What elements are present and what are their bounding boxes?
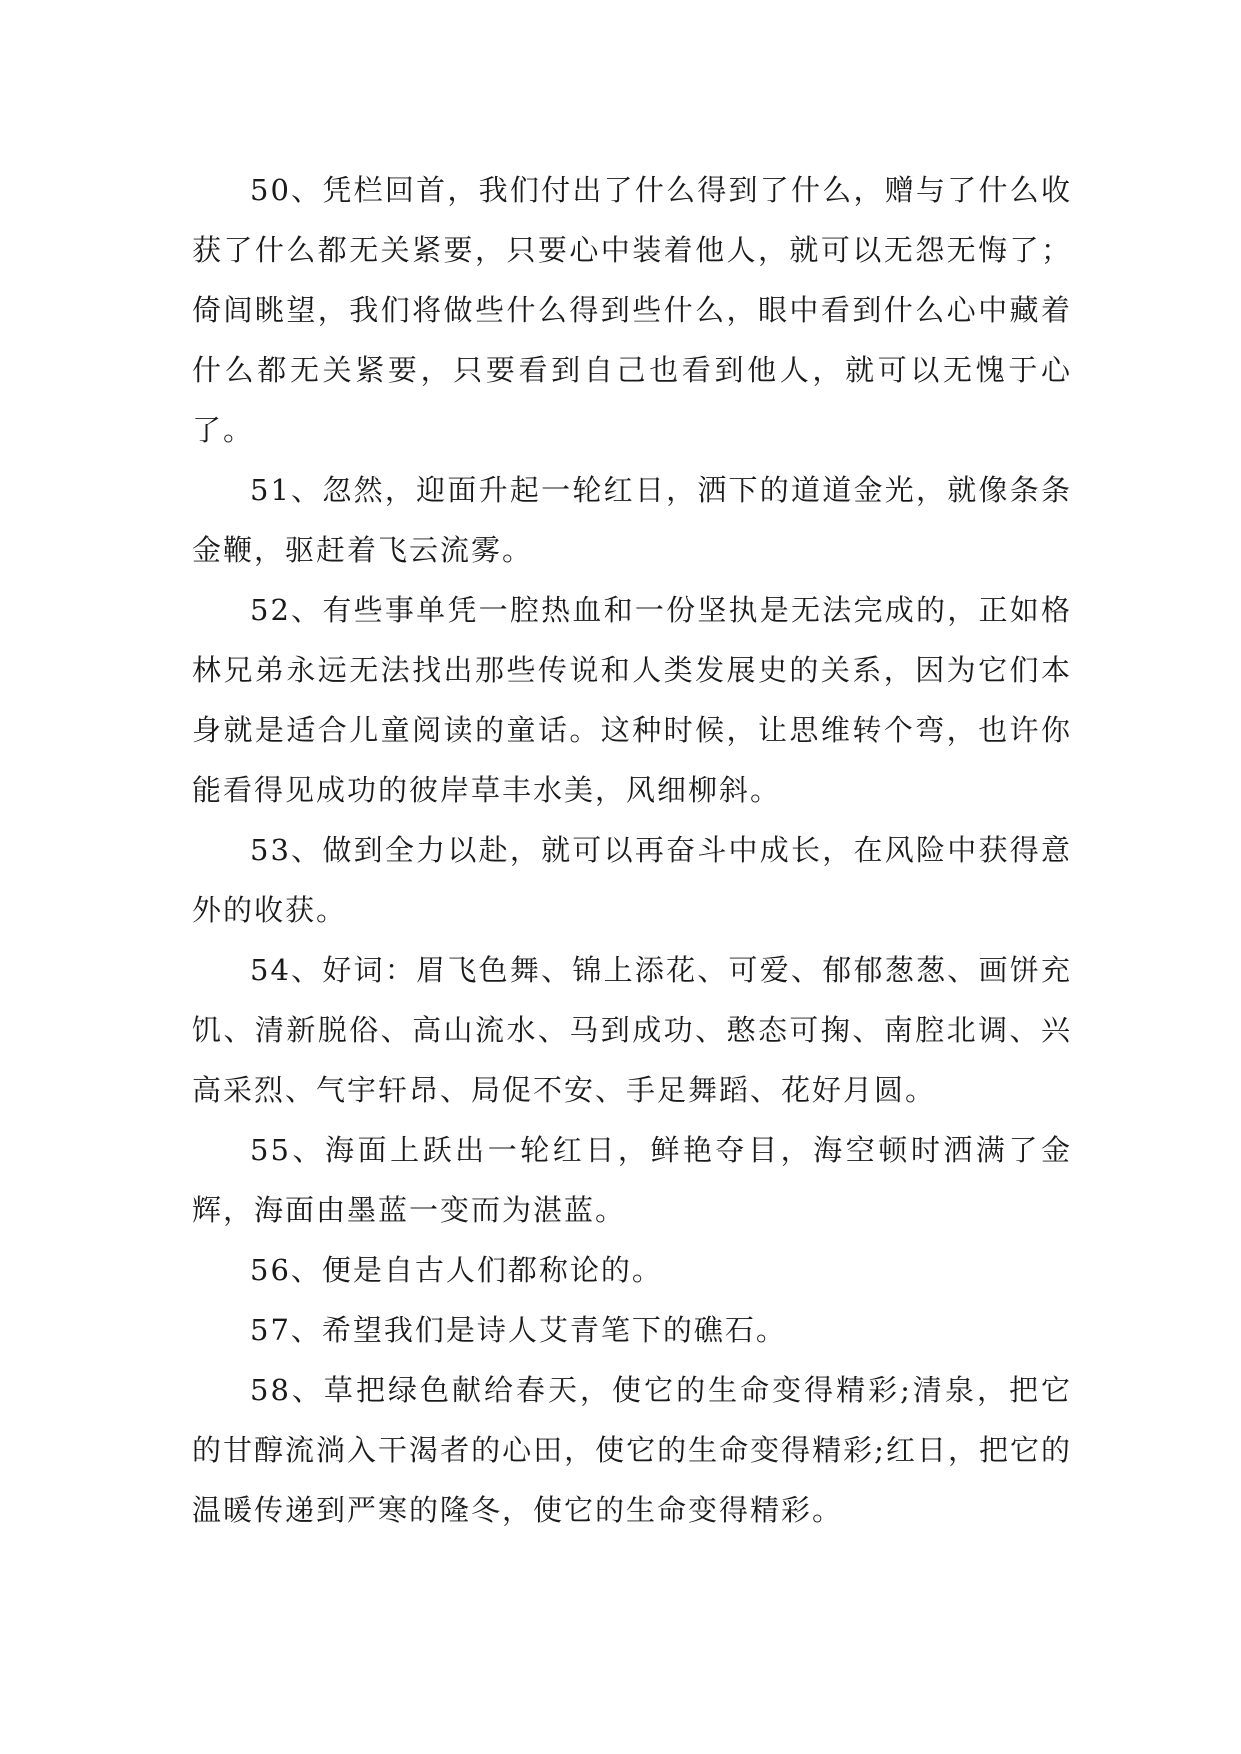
paragraph-56: 56、便是自古人们都称论的。 [250,1253,663,1287]
paragraph-54: 54、好词：眉飞色舞、锦上添花、可爱、郁郁葱葱、画饼充饥、清新脱俗、高山流水、马到成功、憨态可掬、南腔北调、兴高采烈、气宇轩昂、局促不安、手足舞蹈、花好月圆。 [192,953,1072,1107]
paragraph-52: 52、有些事单凭一腔热血和一份坚执是无法完成的，正如格林兄弟永远无法找出那些传说和人类发展史的关系，因为它们本身就是适合儿童阅读的童话。这种时候，让思维转个弯，也许你能看得见成功的彼岸草丰水美，风细柳斜。 [192,593,1072,807]
paragraph-55: 55、海面上跃出一轮红日，鲜艳夺目，海空顿时洒满了金辉，海面由墨蓝一变而为湛蓝。 [192,1133,1072,1227]
paragraph-53: 53、做到全力以赴，就可以再奋斗中成长，在风险中获得意外的收获。 [192,833,1072,927]
document-body [192,160,1072,1540]
paragraph-51: 51、忽然，迎面升起一轮红日，洒下的道道金光，就像条条金鞭，驱赶着飞云流雾。 [192,473,1072,567]
paragraph-58: 58、草把绿色献给春天，使它的生命变得精彩;清泉，把它的甘醇流淌入干渴者的心田，使它的生命变得精彩;红日，把它的温暖传递到严寒的隆冬，使它的生命变得精彩。 [192,1373,1072,1527]
paragraph-50: 50、凭栏回首，我们付出了什么得到了什么，赠与了什么收获了什么都无关紧要，只要心中装着他人，就可以无怨无悔了；倚闾眺望，我们将做些什么得到些什么，眼中看到什么心中藏着什么都无关紧要，只要看到自己也看到他人，就可以无愧于心了。 [192,173,1072,447]
paragraph-57: 57、希望我们是诗人艾青笔下的礁石。 [250,1313,787,1347]
